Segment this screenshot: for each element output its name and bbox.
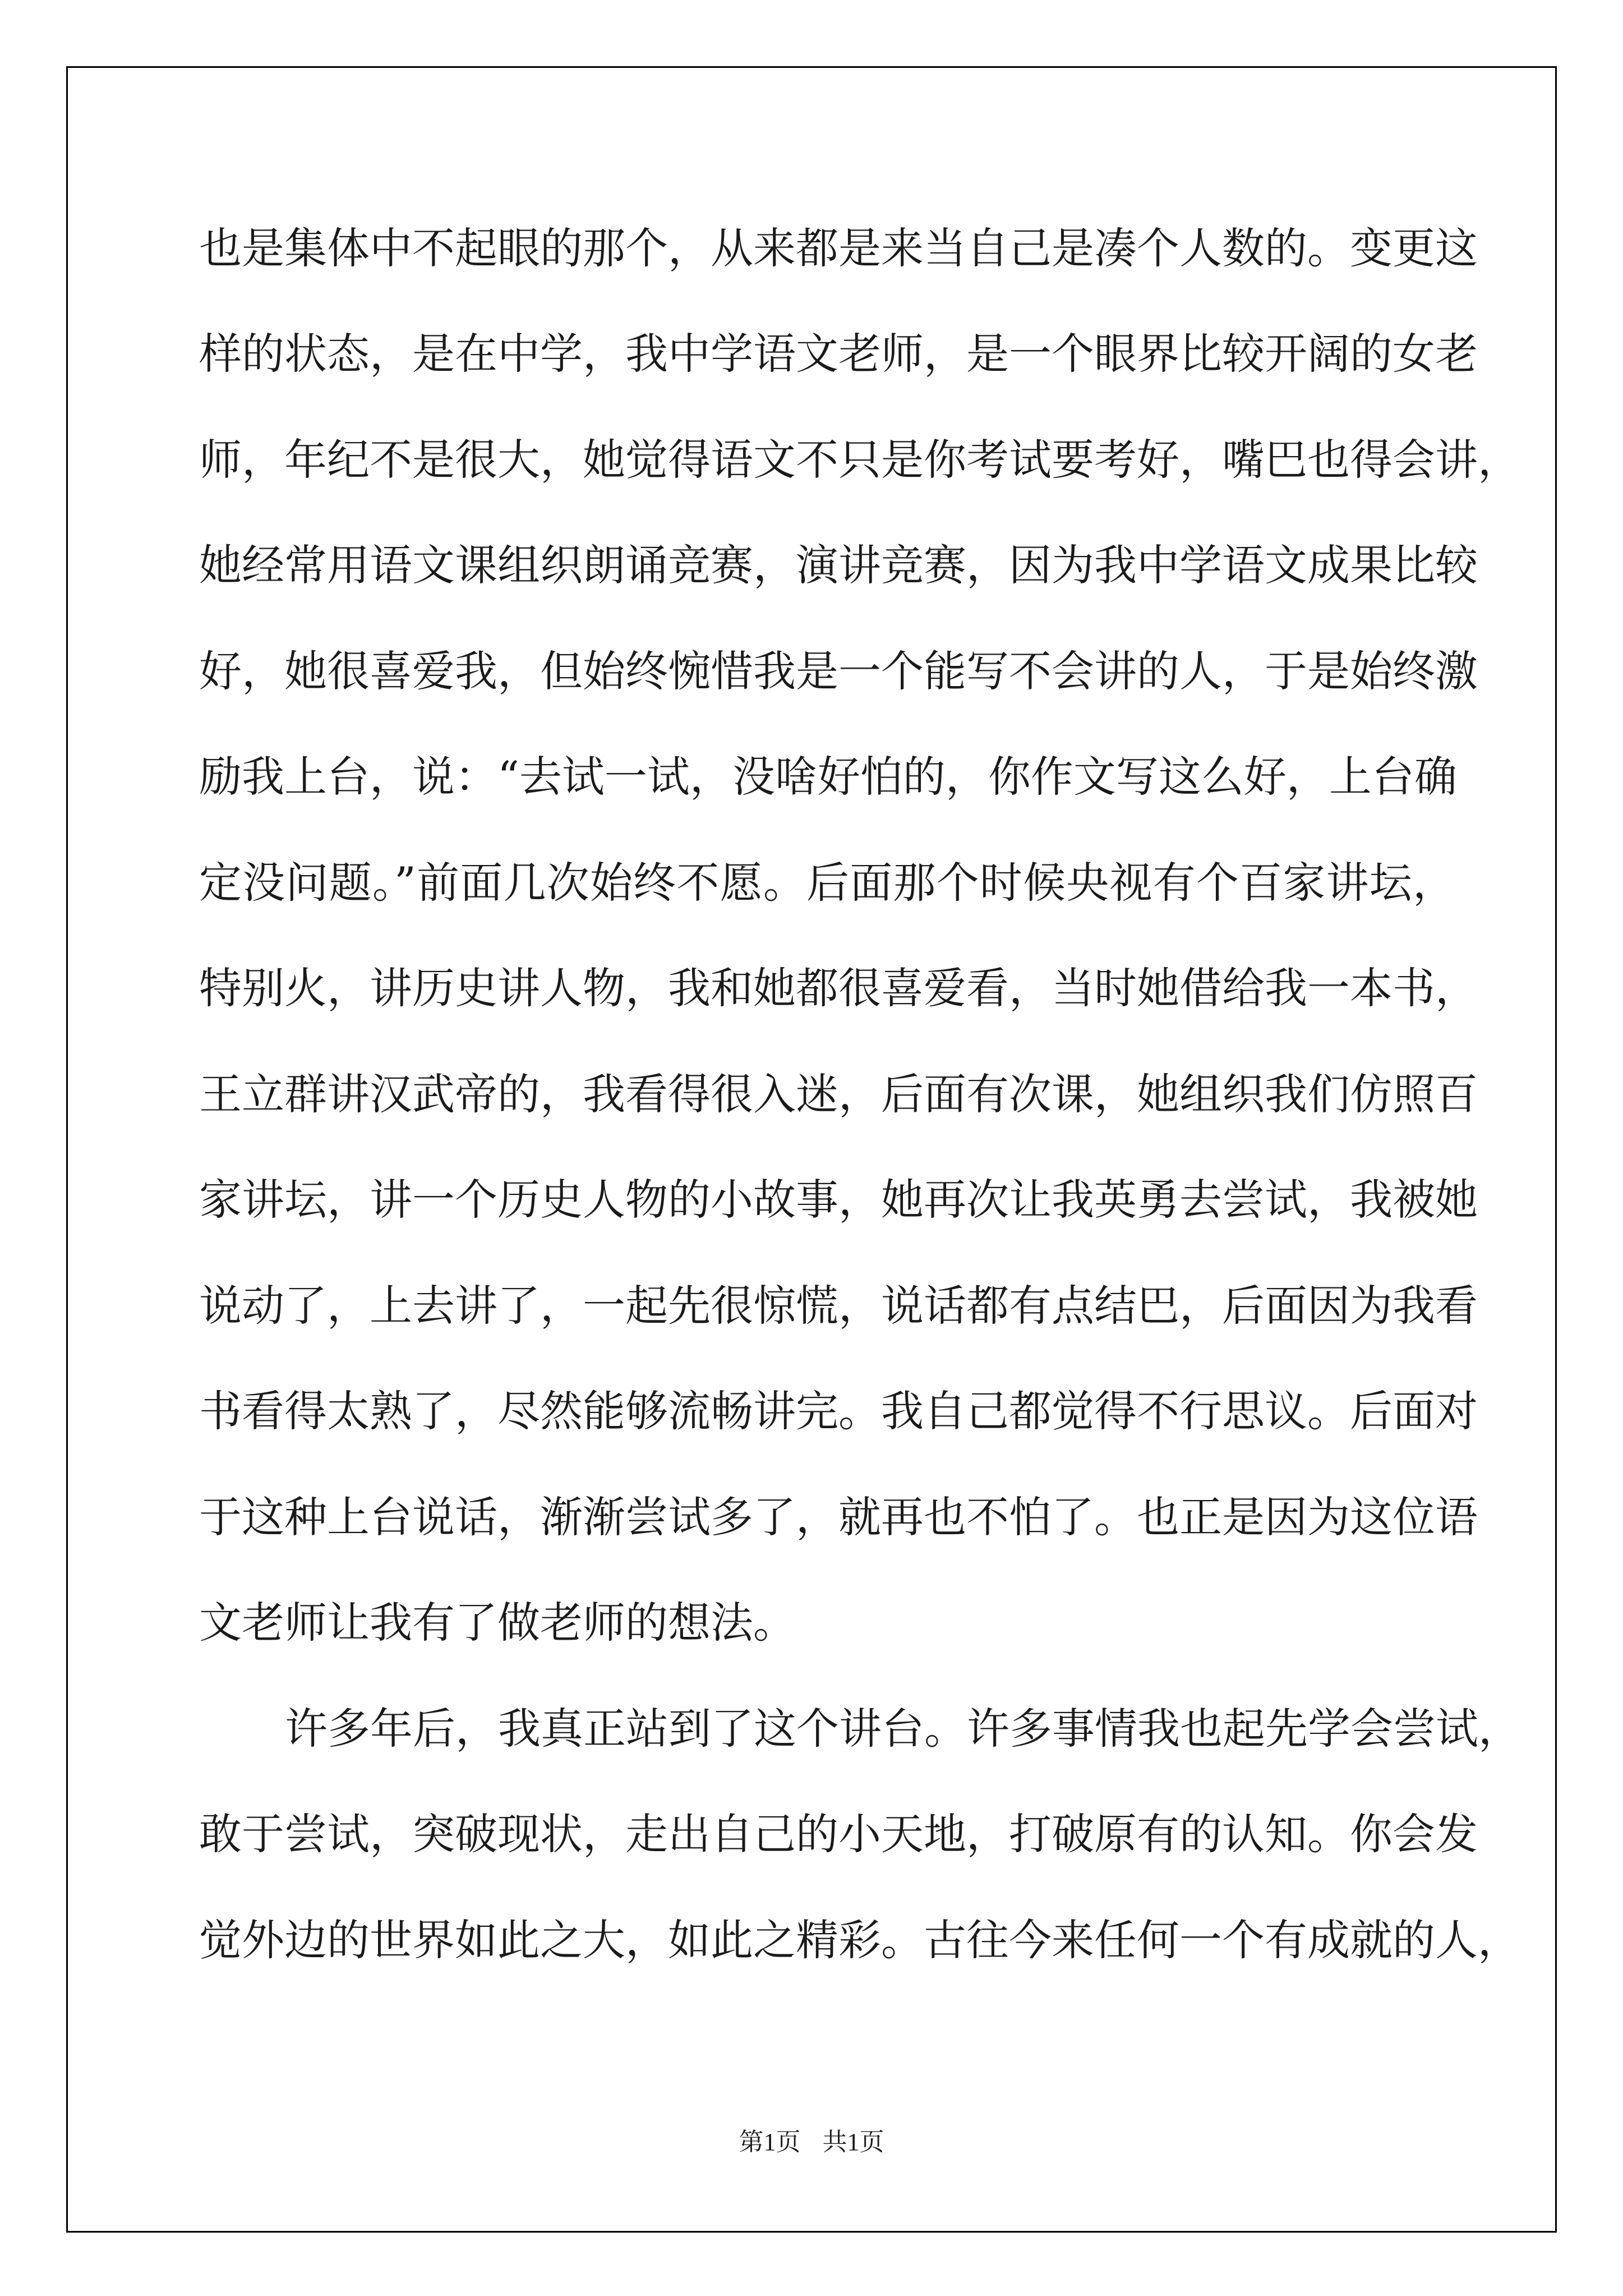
text-line: 定没问题。”前面几次始终不愿。后面那个时候央视有个百家讲坛， (199, 858, 1455, 908)
text-line: 说动了，上去讲了，一起先很惊慌，说话都有点结巴，后面因为我看 (199, 1281, 1478, 1331)
text-line: 好，她很喜爱我，但始终惋惜我是一个能写不会讲的人，于是始终激 (199, 646, 1478, 696)
text-line: 于这种上台说话，渐渐尝试多了，就再也不怕了。也正是因为这位语 (199, 1492, 1478, 1542)
text-line: 觉外边的世界如此之大，如此之精彩。古往今来任何一个有成就的人， (199, 1915, 1520, 1965)
text-line: 特别火，讲历史讲人物，我和她都很喜爱看，当时她借给我一本书， (199, 963, 1478, 1013)
text-line: 她经常用语文课组织朗诵竞赛，演讲竞赛，因为我中学语文成果比较 (199, 540, 1478, 590)
page-border (66, 66, 1557, 2233)
text-line: 王立群讲汉武帝的，我看得很入迷，后面有次课，她组织我们仿照百 (199, 1069, 1478, 1119)
text-line: 家讲坛，讲一个历史人物的小故事，她再次让我英勇去尝试，我被她 (199, 1175, 1478, 1225)
text-line: 书看得太熟了，尽然能够流畅讲完。我自己都觉得不行思议。后面对 (199, 1386, 1478, 1436)
text-line: 也是集体中不起眼的那个，从来都是来当自己是凑个人数的。变更这 (199, 223, 1478, 273)
text-line: 敢于尝试，突破现状，走出自己的小天地，打破原有的认知。你会发 (199, 1809, 1478, 1859)
text-line: 样的状态，是在中学，我中学语文老师，是一个眼界比较开阔的女老 (199, 329, 1478, 379)
text-line: 许多年后，我真正站到了这个讲台。许多事情我也起先学会尝试， (285, 1704, 1521, 1754)
text-line: 文老师让我有了做老师的想法。 (199, 1598, 796, 1648)
text-line: 励我上台，说：“去试一试，没啥好怕的，你作文写这么好，上台确 (199, 752, 1457, 802)
page-footer (0, 2122, 1623, 2157)
page-number: 第1页 (739, 2128, 801, 2156)
text-line: 师，年纪不是很大，她觉得语文不只是你考试要考好，嘴巴也得会讲， (199, 435, 1520, 485)
page-total: 共1页 (822, 2128, 884, 2156)
